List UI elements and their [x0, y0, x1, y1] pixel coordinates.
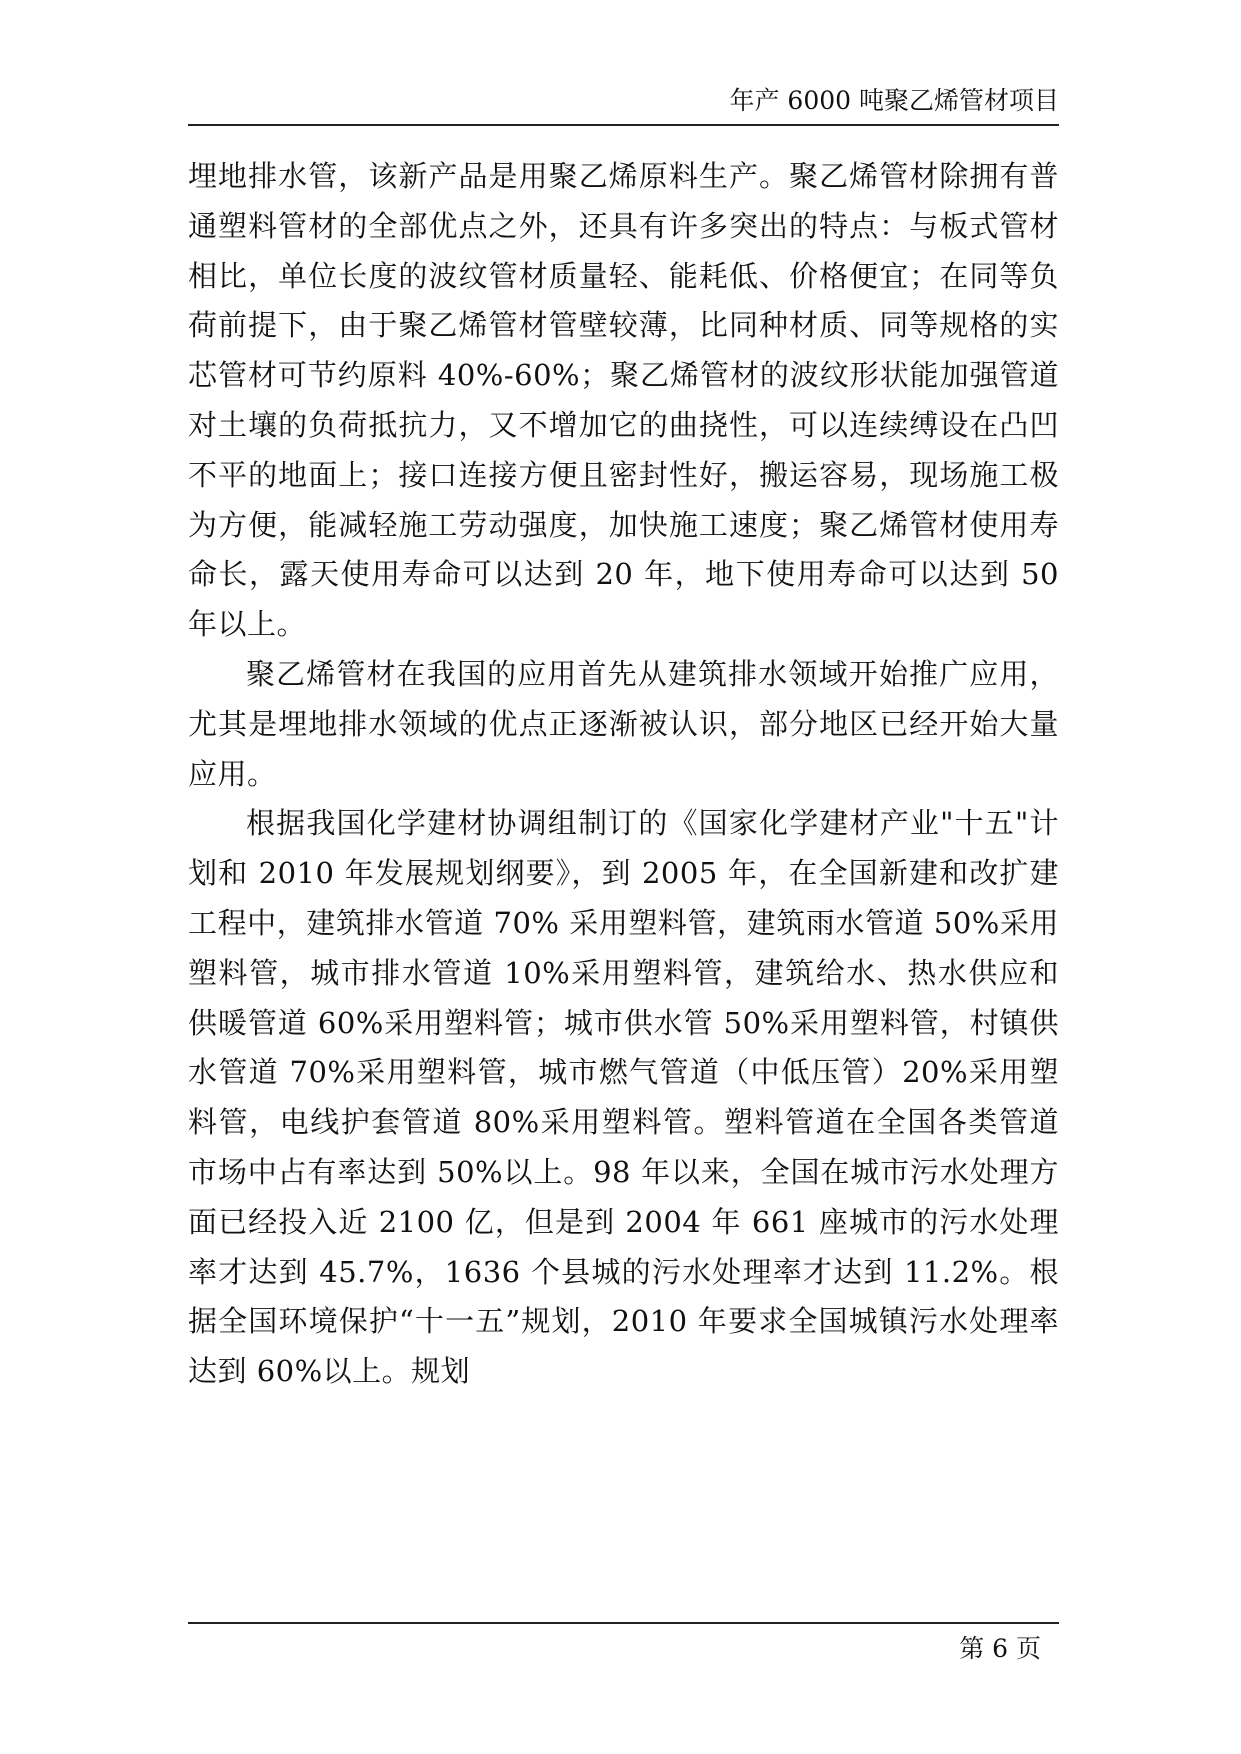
document-body: [188, 152, 1059, 1397]
paragraph-1: 埋地排水管，该新产品是用聚乙烯原料生产。聚乙烯管材除拥有普通塑料管材的全部优点之外，还具有许多突出的特点：与板式管材相比，单位长度的波纹管材质量轻、能耗低、价格便宜；在同等负荷前提下，由于聚乙烯管材管壁较薄，比同种材质、同等规格的实芯管材可节约原料 40%-60%；聚乙烯管材的波纹形状能加强管道对土壤的负荷抵抗力，又不增加它的曲挠性，可以连续缚设在凸凹不平的地面上；接口连接方便且密封性好，搬运容易，现场施工极为方便，能减轻施工劳动强度，加快施工速度；聚乙烯管材使用寿命长，露天使用寿命可以达到 20 年，地下使用寿命可以达到 50 年以上。: [188, 159, 1059, 642]
page-number: 第 6 页: [959, 1634, 1041, 1663]
footer-divider: [188, 1622, 1059, 1624]
running-header-title: 年产 6000 吨聚乙烯管材项目: [729, 86, 1059, 115]
paragraph-2: 聚乙烯管材在我国的应用首先从建筑排水领域开始推广应用，尤其是埋地排水领域的优点正逐渐被认识，部分地区已经开始大量应用。: [188, 656, 1059, 791]
paragraph-3: 根据我国化学建材协调组制订的《国家化学建材产业"十五"计划和 2010 年发展规划纲要》，到 2005 年，在全国新建和改扩建工程中，建筑排水管道 70% 采用塑料管，建筑雨水管道 50%采用塑料管，城市排水管道 10%采用塑料管，建筑给水、热水供应和供暖管道 60%采用塑料管；城市供水管 50%采用塑料管，村镇供水管道 70%采用塑料管，城市燃气管道（中低压管）20%采用塑料管，电线护套管道 80%采用塑料管。塑料管道在全国各类管道市场中占有率达到 50%以上。98 年以来，全国在城市污水处理方面已经投入近 2100 亿，但是到 2004 年 661 座城市的污水处理率才达到 45.7%，1636 个县城的污水处理率才达到 11.2%。根据全国环境保护“十一五”规划，2010 年要求全国城镇污水处理率达到 60%以上。规划: [188, 806, 1059, 1389]
header-divider: [188, 124, 1059, 126]
